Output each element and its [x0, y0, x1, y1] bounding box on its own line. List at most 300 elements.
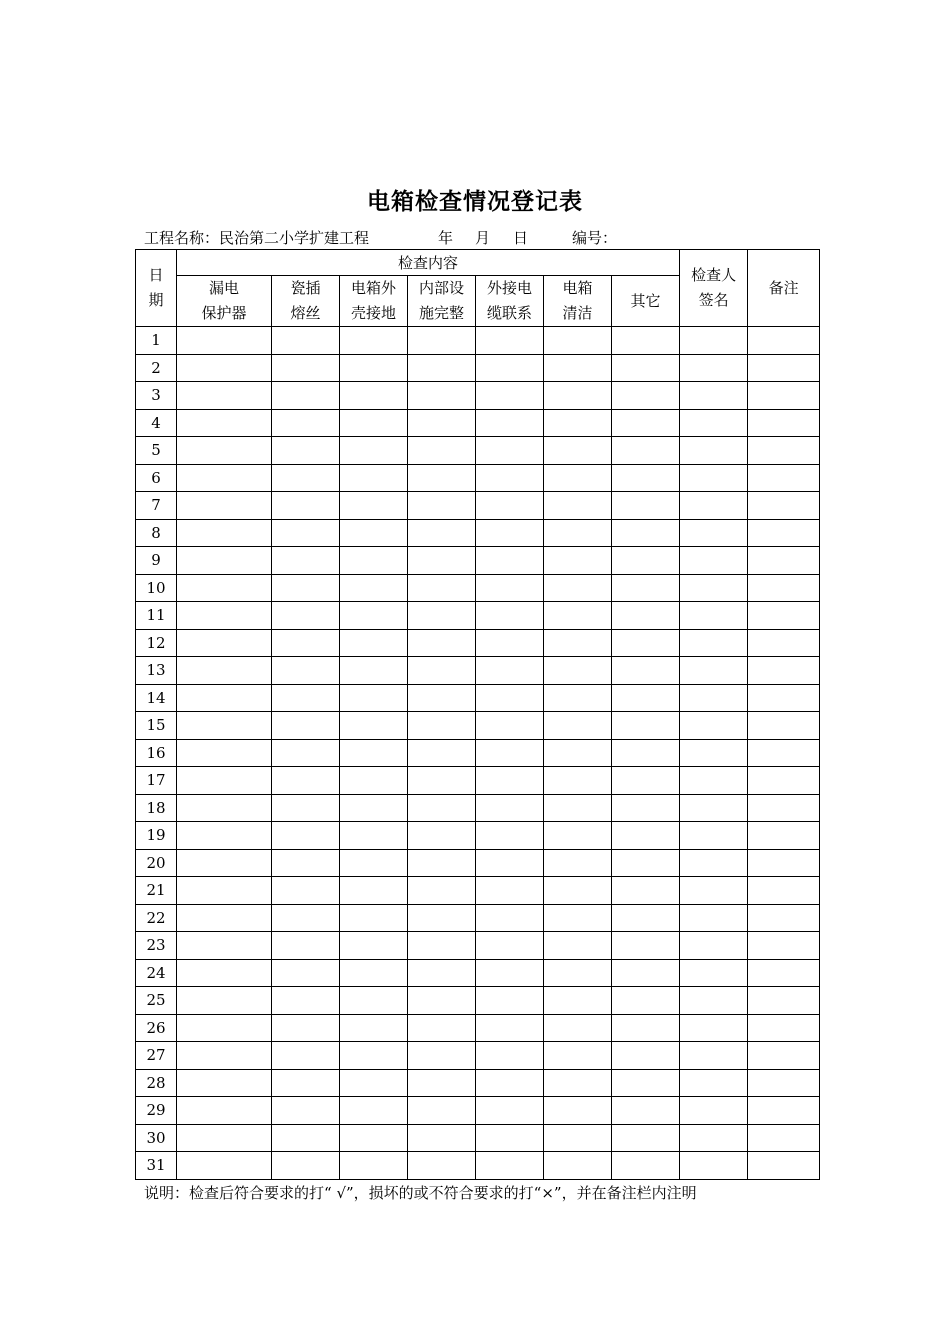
table-cell[interactable] [340, 767, 408, 795]
table-cell[interactable] [272, 767, 340, 795]
table-cell[interactable] [680, 822, 748, 850]
table-cell[interactable] [408, 712, 476, 740]
table-cell[interactable] [408, 1014, 476, 1042]
table-cell[interactable] [272, 354, 340, 382]
table-cell[interactable] [748, 382, 820, 410]
table-cell[interactable] [748, 657, 820, 685]
table-cell[interactable] [340, 1152, 408, 1180]
table-cell[interactable] [544, 409, 612, 437]
table-cell[interactable] [177, 382, 272, 410]
table-cell[interactable] [340, 822, 408, 850]
table-cell[interactable] [340, 1097, 408, 1125]
table-cell[interactable] [476, 409, 544, 437]
table-cell[interactable] [177, 932, 272, 960]
table-cell[interactable] [476, 547, 544, 575]
table-cell[interactable] [680, 932, 748, 960]
table-cell[interactable] [408, 1069, 476, 1097]
table-cell[interactable] [748, 904, 820, 932]
table-cell[interactable] [748, 987, 820, 1015]
col-internal-intact [408, 276, 476, 327]
table-cell[interactable] [748, 684, 820, 712]
row-day-number: 4 [136, 409, 177, 437]
table-cell[interactable] [177, 1152, 272, 1180]
table-row [136, 1069, 820, 1097]
table-cell[interactable] [408, 739, 476, 767]
table-cell[interactable] [612, 1124, 680, 1152]
table-cell[interactable] [408, 822, 476, 850]
row-day-number: 17 [136, 767, 177, 795]
table-cell[interactable] [177, 629, 272, 657]
table-cell[interactable] [476, 849, 544, 877]
table-cell[interactable] [748, 822, 820, 850]
table-cell[interactable] [476, 437, 544, 465]
table-cell[interactable] [340, 382, 408, 410]
table-cell[interactable] [748, 327, 820, 355]
table-cell[interactable] [408, 932, 476, 960]
table-cell[interactable] [544, 519, 612, 547]
table-cell[interactable] [476, 987, 544, 1015]
table-cell[interactable] [272, 849, 340, 877]
table-cell[interactable] [544, 492, 612, 520]
table-cell[interactable] [340, 629, 408, 657]
table-cell[interactable] [340, 1069, 408, 1097]
table-cell[interactable] [544, 684, 612, 712]
table-cell[interactable] [408, 409, 476, 437]
table-cell[interactable] [272, 1069, 340, 1097]
col-header-line: 缆联系 [486, 304, 532, 322]
table-cell[interactable] [476, 1069, 544, 1097]
table-cell[interactable] [612, 904, 680, 932]
table-cell[interactable] [340, 904, 408, 932]
table-cell[interactable] [340, 987, 408, 1015]
table-cell[interactable] [177, 602, 272, 630]
row-day-number: 21 [136, 877, 177, 905]
table-cell[interactable] [544, 1014, 612, 1042]
table-cell[interactable] [177, 464, 272, 492]
table-cell[interactable] [544, 959, 612, 987]
table-cell[interactable] [544, 574, 612, 602]
table-cell[interactable] [680, 739, 748, 767]
table-cell[interactable] [177, 657, 272, 685]
table-cell[interactable] [680, 1097, 748, 1125]
table-cell[interactable] [476, 1097, 544, 1125]
table-cell[interactable] [177, 1014, 272, 1042]
table-cell[interactable] [748, 547, 820, 575]
table-cell[interactable] [680, 382, 748, 410]
table-cell[interactable] [544, 767, 612, 795]
table-cell[interactable] [680, 1042, 748, 1070]
table-cell[interactable] [612, 1014, 680, 1042]
table-cell[interactable] [476, 794, 544, 822]
table-cell[interactable] [748, 1042, 820, 1070]
table-cell[interactable] [272, 574, 340, 602]
table-cell[interactable] [340, 739, 408, 767]
table-cell[interactable] [177, 547, 272, 575]
table-cell[interactable] [748, 574, 820, 602]
table-cell[interactable] [612, 684, 680, 712]
table-cell[interactable] [680, 437, 748, 465]
table-cell[interactable] [408, 492, 476, 520]
table-cell[interactable] [544, 822, 612, 850]
table-cell[interactable] [476, 382, 544, 410]
table-cell[interactable] [476, 354, 544, 382]
table-cell[interactable] [340, 327, 408, 355]
table-cell[interactable] [680, 574, 748, 602]
table-cell[interactable] [340, 877, 408, 905]
table-cell[interactable] [612, 602, 680, 630]
table-cell[interactable] [272, 1152, 340, 1180]
table-cell[interactable] [177, 1097, 272, 1125]
table-cell[interactable] [544, 1042, 612, 1070]
table-cell[interactable] [408, 767, 476, 795]
table-cell[interactable] [177, 327, 272, 355]
table-row [136, 1014, 820, 1042]
table-cell[interactable] [476, 877, 544, 905]
table-cell[interactable] [612, 1042, 680, 1070]
table-cell[interactable] [680, 767, 748, 795]
table-cell[interactable] [680, 1124, 748, 1152]
table-cell[interactable] [748, 629, 820, 657]
table-cell[interactable] [544, 1152, 612, 1180]
table-cell[interactable] [272, 712, 340, 740]
table-cell[interactable] [476, 464, 544, 492]
table-cell[interactable] [272, 1014, 340, 1042]
table-cell[interactable] [544, 327, 612, 355]
table-cell[interactable] [544, 877, 612, 905]
table-cell[interactable] [680, 547, 748, 575]
table-cell[interactable] [340, 602, 408, 630]
table-cell[interactable] [544, 547, 612, 575]
table-cell[interactable] [476, 602, 544, 630]
table-cell[interactable] [408, 629, 476, 657]
table-cell[interactable] [612, 987, 680, 1015]
table-cell[interactable] [544, 932, 612, 960]
date-header [136, 250, 177, 327]
table-cell[interactable] [612, 932, 680, 960]
table-cell[interactable] [408, 904, 476, 932]
date-header-line: 日 [148, 266, 164, 284]
table-cell[interactable] [177, 1124, 272, 1152]
month-label: 月 [475, 229, 491, 247]
table-cell[interactable] [544, 354, 612, 382]
table-cell[interactable] [476, 822, 544, 850]
table-cell[interactable] [272, 657, 340, 685]
table-cell[interactable] [177, 684, 272, 712]
table-cell[interactable] [408, 1042, 476, 1070]
table-cell[interactable] [272, 492, 340, 520]
table-cell[interactable] [408, 464, 476, 492]
table-cell[interactable] [340, 574, 408, 602]
table-cell[interactable] [680, 959, 748, 987]
row-day-number: 6 [136, 464, 177, 492]
table-cell[interactable] [408, 987, 476, 1015]
table-cell[interactable] [340, 932, 408, 960]
table-cell[interactable] [177, 1069, 272, 1097]
table-cell[interactable] [177, 354, 272, 382]
table-cell[interactable] [680, 1069, 748, 1097]
table-cell[interactable] [748, 519, 820, 547]
table-cell[interactable] [612, 547, 680, 575]
table-cell[interactable] [544, 712, 612, 740]
table-cell[interactable] [612, 629, 680, 657]
table-cell[interactable] [748, 877, 820, 905]
table-cell[interactable] [476, 712, 544, 740]
table-cell[interactable] [612, 712, 680, 740]
table-cell[interactable] [408, 602, 476, 630]
table-cell[interactable] [340, 1014, 408, 1042]
table-cell[interactable] [544, 739, 612, 767]
table-cell[interactable] [748, 492, 820, 520]
table-cell[interactable] [476, 932, 544, 960]
table-cell[interactable] [408, 959, 476, 987]
table-cell[interactable] [272, 1042, 340, 1070]
table-cell[interactable] [748, 959, 820, 987]
table-cell[interactable] [272, 629, 340, 657]
table-cell[interactable] [272, 877, 340, 905]
col-header-line: 电箱外 [350, 279, 396, 297]
table-cell[interactable] [408, 354, 476, 382]
table-cell[interactable] [272, 822, 340, 850]
table-cell[interactable] [612, 822, 680, 850]
table-cell[interactable] [680, 492, 748, 520]
table-cell[interactable] [476, 959, 544, 987]
table-cell[interactable] [680, 354, 748, 382]
table-cell[interactable] [680, 794, 748, 822]
table-cell[interactable] [612, 519, 680, 547]
table-cell[interactable] [272, 794, 340, 822]
table-cell[interactable] [177, 519, 272, 547]
table-cell[interactable] [177, 437, 272, 465]
table-cell[interactable] [680, 629, 748, 657]
table-cell[interactable] [408, 574, 476, 602]
table-cell[interactable] [408, 849, 476, 877]
table-cell[interactable] [340, 1124, 408, 1152]
table-cell[interactable] [272, 547, 340, 575]
table-cell[interactable] [612, 1152, 680, 1180]
table-cell[interactable] [680, 904, 748, 932]
table-cell[interactable] [272, 1124, 340, 1152]
row-day-number: 24 [136, 959, 177, 987]
table-row [136, 794, 820, 822]
table-cell[interactable] [680, 987, 748, 1015]
table-cell[interactable] [612, 849, 680, 877]
table-cell[interactable] [272, 602, 340, 630]
table-cell[interactable] [680, 602, 748, 630]
table-cell[interactable] [612, 959, 680, 987]
row-day-number: 31 [136, 1152, 177, 1180]
table-cell[interactable] [544, 849, 612, 877]
table-cell[interactable] [340, 464, 408, 492]
table-cell[interactable] [272, 739, 340, 767]
table-cell[interactable] [612, 657, 680, 685]
table-cell[interactable] [408, 382, 476, 410]
table-cell[interactable] [340, 519, 408, 547]
table-cell[interactable] [476, 1124, 544, 1152]
table-cell[interactable] [177, 492, 272, 520]
table-cell[interactable] [340, 657, 408, 685]
table-cell[interactable] [408, 547, 476, 575]
table-cell[interactable] [272, 959, 340, 987]
table-cell[interactable] [476, 327, 544, 355]
table-cell[interactable] [340, 409, 408, 437]
table-cell[interactable] [476, 684, 544, 712]
table-cell[interactable] [612, 492, 680, 520]
table-cell[interactable] [748, 1069, 820, 1097]
table-cell[interactable] [612, 574, 680, 602]
table-cell[interactable] [340, 794, 408, 822]
table-cell[interactable] [408, 684, 476, 712]
table-cell[interactable] [408, 327, 476, 355]
table-cell[interactable] [680, 327, 748, 355]
table-cell[interactable] [544, 1124, 612, 1152]
table-cell[interactable] [680, 657, 748, 685]
table-cell[interactable] [680, 684, 748, 712]
table-cell[interactable] [748, 1152, 820, 1180]
table-cell[interactable] [544, 464, 612, 492]
year-label: 年 [438, 229, 454, 247]
table-cell[interactable] [177, 822, 272, 850]
table-cell[interactable] [340, 1042, 408, 1070]
table-cell[interactable] [177, 849, 272, 877]
table-cell[interactable] [544, 657, 612, 685]
table-cell[interactable] [748, 739, 820, 767]
table-cell[interactable] [408, 1124, 476, 1152]
table-cell[interactable] [272, 437, 340, 465]
table-cell[interactable] [612, 354, 680, 382]
table-cell[interactable] [612, 382, 680, 410]
table-cell[interactable] [177, 877, 272, 905]
table-cell[interactable] [544, 987, 612, 1015]
table-cell[interactable] [680, 712, 748, 740]
table-cell[interactable] [612, 767, 680, 795]
table-cell[interactable] [748, 1124, 820, 1152]
table-cell[interactable] [748, 464, 820, 492]
table-cell[interactable] [408, 657, 476, 685]
table-cell[interactable] [612, 1069, 680, 1097]
table-cell[interactable] [544, 602, 612, 630]
table-cell[interactable] [680, 849, 748, 877]
row-day-number: 30 [136, 1124, 177, 1152]
table-cell[interactable] [680, 877, 748, 905]
table-cell[interactable] [612, 409, 680, 437]
table-row [136, 739, 820, 767]
table-cell[interactable] [544, 629, 612, 657]
table-cell[interactable] [177, 574, 272, 602]
table-cell[interactable] [177, 959, 272, 987]
table-cell[interactable] [476, 629, 544, 657]
table-cell[interactable] [476, 492, 544, 520]
table-cell[interactable] [408, 437, 476, 465]
table-cell[interactable] [544, 382, 612, 410]
table-cell[interactable] [612, 739, 680, 767]
table-cell[interactable] [612, 877, 680, 905]
table-cell[interactable] [272, 327, 340, 355]
table-cell[interactable] [748, 409, 820, 437]
table-cell[interactable] [340, 547, 408, 575]
table-cell[interactable] [340, 959, 408, 987]
table-cell[interactable] [340, 684, 408, 712]
table-cell[interactable] [748, 602, 820, 630]
table-cell[interactable] [272, 464, 340, 492]
table-cell[interactable] [340, 849, 408, 877]
table-cell[interactable] [340, 712, 408, 740]
table-cell[interactable] [272, 987, 340, 1015]
table-cell[interactable] [748, 932, 820, 960]
table-cell[interactable] [408, 794, 476, 822]
table-cell[interactable] [748, 712, 820, 740]
table-cell[interactable] [272, 904, 340, 932]
table-cell[interactable] [476, 574, 544, 602]
table-cell[interactable] [612, 794, 680, 822]
table-cell[interactable] [612, 464, 680, 492]
table-cell[interactable] [177, 767, 272, 795]
table-cell[interactable] [748, 1014, 820, 1042]
table-cell[interactable] [544, 904, 612, 932]
table-cell[interactable] [340, 354, 408, 382]
table-cell[interactable] [748, 849, 820, 877]
table-cell[interactable] [272, 519, 340, 547]
table-cell[interactable] [408, 1152, 476, 1180]
table-cell[interactable] [408, 519, 476, 547]
table-row [136, 849, 820, 877]
table-cell[interactable] [612, 437, 680, 465]
table-cell[interactable] [476, 1014, 544, 1042]
table-cell[interactable] [544, 437, 612, 465]
table-cell[interactable] [177, 987, 272, 1015]
table-cell[interactable] [177, 712, 272, 740]
table-cell[interactable] [612, 327, 680, 355]
table-cell[interactable] [177, 409, 272, 437]
table-cell[interactable] [340, 437, 408, 465]
table-cell[interactable] [340, 492, 408, 520]
table-cell[interactable] [272, 382, 340, 410]
table-cell[interactable] [680, 464, 748, 492]
table-cell[interactable] [680, 1152, 748, 1180]
table-cell[interactable] [544, 794, 612, 822]
table-cell[interactable] [476, 657, 544, 685]
table-cell[interactable] [408, 877, 476, 905]
table-cell[interactable] [612, 1097, 680, 1125]
table-cell[interactable] [476, 739, 544, 767]
table-cell[interactable] [544, 1069, 612, 1097]
table-cell[interactable] [544, 1097, 612, 1125]
table-cell[interactable] [748, 1097, 820, 1125]
table-cell[interactable] [476, 519, 544, 547]
table-row [136, 932, 820, 960]
table-cell[interactable] [476, 767, 544, 795]
table-cell[interactable] [272, 932, 340, 960]
form-title: 电箱检查情况登记表 [367, 189, 583, 215]
table-cell[interactable] [476, 1152, 544, 1180]
table-cell[interactable] [680, 409, 748, 437]
table-cell[interactable] [680, 519, 748, 547]
table-cell[interactable] [272, 684, 340, 712]
table-cell[interactable] [177, 904, 272, 932]
table-cell[interactable] [748, 437, 820, 465]
table-cell[interactable] [177, 739, 272, 767]
table-cell[interactable] [748, 354, 820, 382]
table-cell[interactable] [476, 904, 544, 932]
table-cell[interactable] [748, 767, 820, 795]
table-cell[interactable] [177, 794, 272, 822]
table-cell[interactable] [476, 1042, 544, 1070]
table-cell[interactable] [272, 409, 340, 437]
table-cell[interactable] [272, 1097, 340, 1125]
table-cell[interactable] [408, 1097, 476, 1125]
table-cell[interactable] [177, 1042, 272, 1070]
table-cell[interactable] [680, 1014, 748, 1042]
table-cell[interactable] [748, 794, 820, 822]
